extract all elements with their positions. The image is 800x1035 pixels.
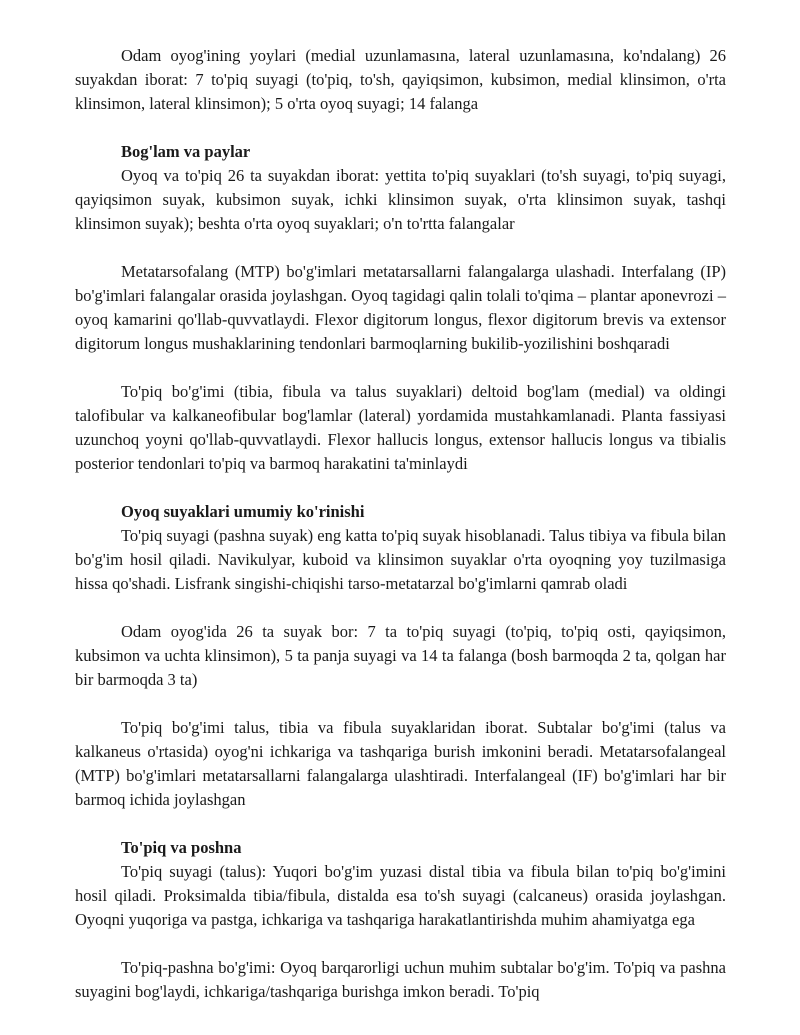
heading-overview: Oyoq suyaklari umumiy ko'rinishi xyxy=(121,502,365,521)
heading-ankle-heel: To'piq va poshna xyxy=(121,838,242,857)
paragraph-bone-count: Odam oyog'ida 26 ta suyak bor: 7 ta to'piq suyagi (to'piq, to'piq osti, qayiqsimon, kubsimon va uchta klinsimon), 5 ta panja suyagi va 14 ta falanga (bosh barmoqda 2 ta, qolgan har bir barmoqda 3 ta) xyxy=(75,622,726,689)
paragraph-talocalcaneal: To'piq-pashna bo'g'imi: Oyoq barqarorligi uchun muhim subtalar bo'g'im. To'piq va pashna suyagini bog'laydi, ichkariga/tashqariga burishga imkon beradi. To'piq xyxy=(75,958,726,1001)
section-overview xyxy=(75,500,726,596)
section-ligaments xyxy=(75,140,726,236)
paragraph-foot-bones: Oyoq va to'piq 26 ta suyakdan iborat: yettita to'piq suyaklari (to'sh suyagi, to'piq suyagi, qayiqsimon suyak, kubsimon suyak, ichki klinsimon suyak, o'rta klinsimon suyak, tashqi klinsimon suyak); beshta o'rta oyoq suyaklari; o'n to'rtta falangalar xyxy=(75,166,726,233)
paragraph-arches: Odam oyog'ining yoylari (medial uzunlamasına, lateral uzunlamasına, ko'ndalang) 26 suyakdan iborat: 7 to'piq suyagi (to'piq, to'sh, qayiqsimon, kubsimon, medial klinsimon, o'rta klinsimon, lateral klinsimon); 5 o'rta oyoq suyagi; 14 falanga xyxy=(75,46,726,113)
paragraph-talus: To'piq suyagi (talus): Yuqori bo'g'im yuzasi distal tibia va fibula bilan to'piq bo'g'imini hosil qiladi. Proksimalda tibia/fibula, distalda esa to'sh suyagi (calcaneus) orasida joylashgan. Oyoqni yuqoriga va pastga, ichkariga va tashqariga harakatlantirishda muhim ahamiyatga ega xyxy=(75,862,726,929)
paragraph-mtp-joints: Metatarsofalang (MTP) bo'g'imlari metatarsallarni falangalarga ulashadi. Interfalang (IP) bo'g'imlari falangalar orasida joylashgan. Oyoq tagidagi qalin tolali to'qima – plantar aponevrozi – oyoq kamarini qo'llab-quvvatlaydi. Flexor digitorum longus, flexor digitorum brevis va extensor digitorum longus mushaklarining tendonlari barmoqlarning bukilib-yozilishini boshqaradi xyxy=(75,262,726,353)
heading-ligaments: Bog'lam va paylar xyxy=(121,142,251,161)
paragraph-subtalar: To'piq bo'g'imi talus, tibia va fibula suyaklaridan iborat. Subtalar bo'g'imi (talus va kalkaneus o'rtasida) oyog'ni ichkariga va tashqariga burish imkonini beradi. Metatarsofalangeal (MTP) bo'g'imlari metatarsallarni falangalarga ulashtiradi. Interfalangeal (IF) bo'g'imlari har bir barmoq ichida joylashgan xyxy=(75,718,726,809)
paragraph-calcaneus: To'piq suyagi (pashna suyak) eng katta to'piq suyak hisoblanadi. Talus tibiya va fibula bilan bo'g'im hosil qiladi. Navikulyar, kuboid va klinsimon suyaklar o'rta oyoqning yoy tuzilmasiga hissa qo'shadi. Lisfrank singishi-chiqishi tarso-metatarzal bo'g'imlarni qamrab oladi xyxy=(75,526,726,593)
document-page xyxy=(75,44,726,1004)
paragraph-ankle-joint: To'piq bo'g'imi (tibia, fibula va talus suyaklari) deltoid bog'lam (medial) va oldingi talofibular va kalkaneofibular bog'lamlar (lateral) yordamida mustahkamlanadi. Planta fassiyasi uzunchoq yoyni qo'llab-quvvatlaydi. Flexor hallucis longus, extensor hallucis longus va tibialis posterior tendonlari to'piq va barmoq harakatini ta'minlaydi xyxy=(75,382,726,473)
section-ankle-heel xyxy=(75,836,726,932)
